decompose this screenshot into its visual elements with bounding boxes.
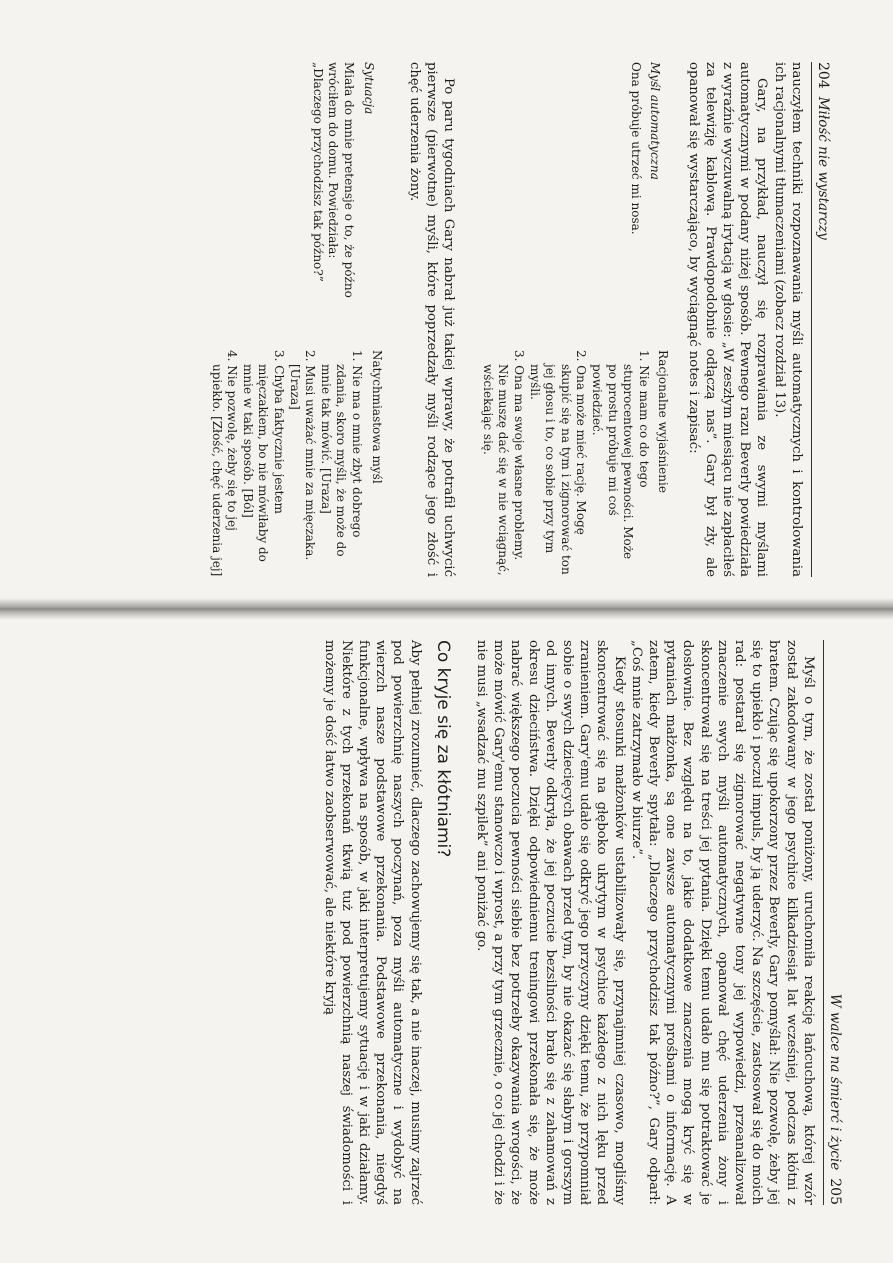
rational-item-1: 1. Nie mam co do tego stuprocentowej pewności. Może po prostu próbuje mi coś powiedzieć. <box>590 350 651 560</box>
immediate-item-2: 2. Musi uważać mnie za mięczaka. [Uraza] <box>287 350 318 561</box>
immediate-item-1: 1. Nie ma o mnie zbyt dobrego zdania, skoro myśli, że może do mnie tak mówić. [Uraza] <box>318 350 365 557</box>
left-page <box>0 0 893 605</box>
situation-label: Sytuacja <box>361 62 376 115</box>
rational-item-2: 2. Ona może mieć rację. Mogę skupić się na tym i zignorować ton jej głosu i to, co sobie przy tym myśli. <box>527 350 589 575</box>
automatic-thought-label: Myśl automatyczna <box>648 62 663 180</box>
thought-table-2 <box>208 62 384 577</box>
section-heading: Co kryje się za kłótniami? <box>432 640 453 858</box>
left-paragraph-1: nauczyłem techniki rozpoznawania myśli automatycznych i kontrolowania ich racjonalnymi tłumaczeniami (zobacz rozdział 13). <box>771 62 804 577</box>
right-page <box>0 618 893 1263</box>
rational-item-3: 3. Ona ma swoje własne problemy. Nie muszę dać się w nie wciągnąć, wściekając się. <box>480 350 527 576</box>
binding-gutter-shadow <box>0 598 893 620</box>
left-page-number: 204 <box>815 62 831 89</box>
right-page-number: 205 <box>827 1178 843 1205</box>
thought-table-1-left <box>479 62 670 322</box>
immediate-item-3: 3. Chyba faktycznie jestem mięczakiem, bo nie mówiłaby do mnie w taki sposób. [Ból] <box>240 350 287 562</box>
right-paragraph-2: Kiedy stosunki małżonków ustabilizowały się, przynajmniej czasowo, mogliśmy skoncentrować się na głęboko ukrytym w psychice każdego z nich lęku przed zranieniem. Gary'emu udało się odkryć jego przyczyny dzięki temu, że przypomniał sobie o swych dziecięcych obawach przed tym, by nie okazać się słabym i gorszym od innych. Beverly odkryła, że jej poczucie bezsilności brało się z zahamowań z okresu dzieciństwa. Dzięki odpowiedniemu treningowi przekonała się, że może nabrać większego poczucia pewności siebie bez potrzeby okazywania wrogości, że może mówić Gary'emu stanowczo i wprost, a przy tym grzecznie, o co jej chodzi i że nie musi „wsadzać mu szpilek” ani poniżać go. <box>473 640 627 1205</box>
right-running-head <box>823 640 843 1205</box>
left-running-title: Miłość nie wystarczy <box>815 96 831 240</box>
situation-text: Miała do mnie pretensje o to, że późno wróciłem do domu. Powiedziała: „Dlaczego przychodzisz tak późno?” <box>310 62 357 298</box>
immediate-thought-label: Natychmiastowa myśl <box>369 350 384 484</box>
thought-table-1 <box>479 62 670 577</box>
thought-table-2-right <box>208 350 384 577</box>
left-paragraph-3: Po paru tygodniach Gary nabrał już takiej wprawy, że potrafił uchwycić pierwsze (pierwotne) myśli, które poprzedzały myśli rodzące jego złość i chęć uderzenia żony. <box>406 62 457 577</box>
automatic-thought-text: Ona próbuje utrzeć mi nosa. <box>628 62 643 235</box>
thought-table-1-right <box>479 350 670 577</box>
right-running-title: W walce na śmierć i życie <box>827 993 843 1171</box>
left-paragraph-2: Gary, na przykład, nauczył się rozprawiania ze swymi myślami automatycznymi w podany niżej sposób. Pewnego razu Beverly powiedziała z wyraźnie wyczuwalną irytacją w głosie: „W zeszłym miesiącu nie zapłaciłeś za telewizję kablową. Prawdopodobnie odłączą nas”. Gary był zły, ale opanował się wystarczająco, by wyciągnąć notes i zapisać: <box>685 62 770 577</box>
immediate-item-4: 4. Nie pozwolę, żeby się to jej upiekło. [Złość, chęć uderzenia jej] <box>209 350 240 577</box>
thought-table-2-left <box>208 62 384 322</box>
left-running-head <box>811 62 831 577</box>
rational-explanation-label: Racjonalne wyjaśnienie <box>656 350 671 493</box>
right-paragraph-1: Myśl o tym, że został poniżony, uruchomiła reakcję łańcuchową, której wzór został zakodowany w jego psychice kilkadziesiąt lat wcześniej, podczas kłótni z bratem. Czując się upokorzony przez Beverly, Gary pomyślał: Nie pozwolę, żeby jej się to upiekło i poczuł impuls, by ją uderzyć. Na szczęście, zastosował się do moich rad: postarał się zignorować negatywne tony jej wypowiedzi, przeanalizował znaczenie swych myśli automatycznych, opanował chęć uderzenia żony i skoncentrował się na treści jej pytania. Dzięki temu udało mu się potraktować je dosłownie. Bez względu na to, jakie dodatkowe znaczenia mogą kryć się w pytaniach małżonka, są one zawsze automatycznymi prośbami o informację. A zatem, kiedy Beverly spytała: „Dlaczego przychodzisz tak późno?”, Gary odparł: „Coś mnie zatrzymało w biurze”. <box>628 640 816 1205</box>
right-paragraph-3: Aby pełniej zrozumieć, dlaczego zachowujemy się tak, a nie inaczej, musimy zajrzeć pod powierzchnię naszych poczynań, poza myśli automatyczne i wydobyć na wierzch nasze podstawowe przekonania. Podstawowe przekonania, niegdyś funkcjonalne, wpływa na sposób, w jaki interpretujemy sytuację i w jaki działamy. Niektóre z tych przekonań tkwią tuż pod powierzchnią naszej świadomości i możemy je dość łatwo zaobserwować, ale niektóre kryją <box>321 640 423 1205</box>
